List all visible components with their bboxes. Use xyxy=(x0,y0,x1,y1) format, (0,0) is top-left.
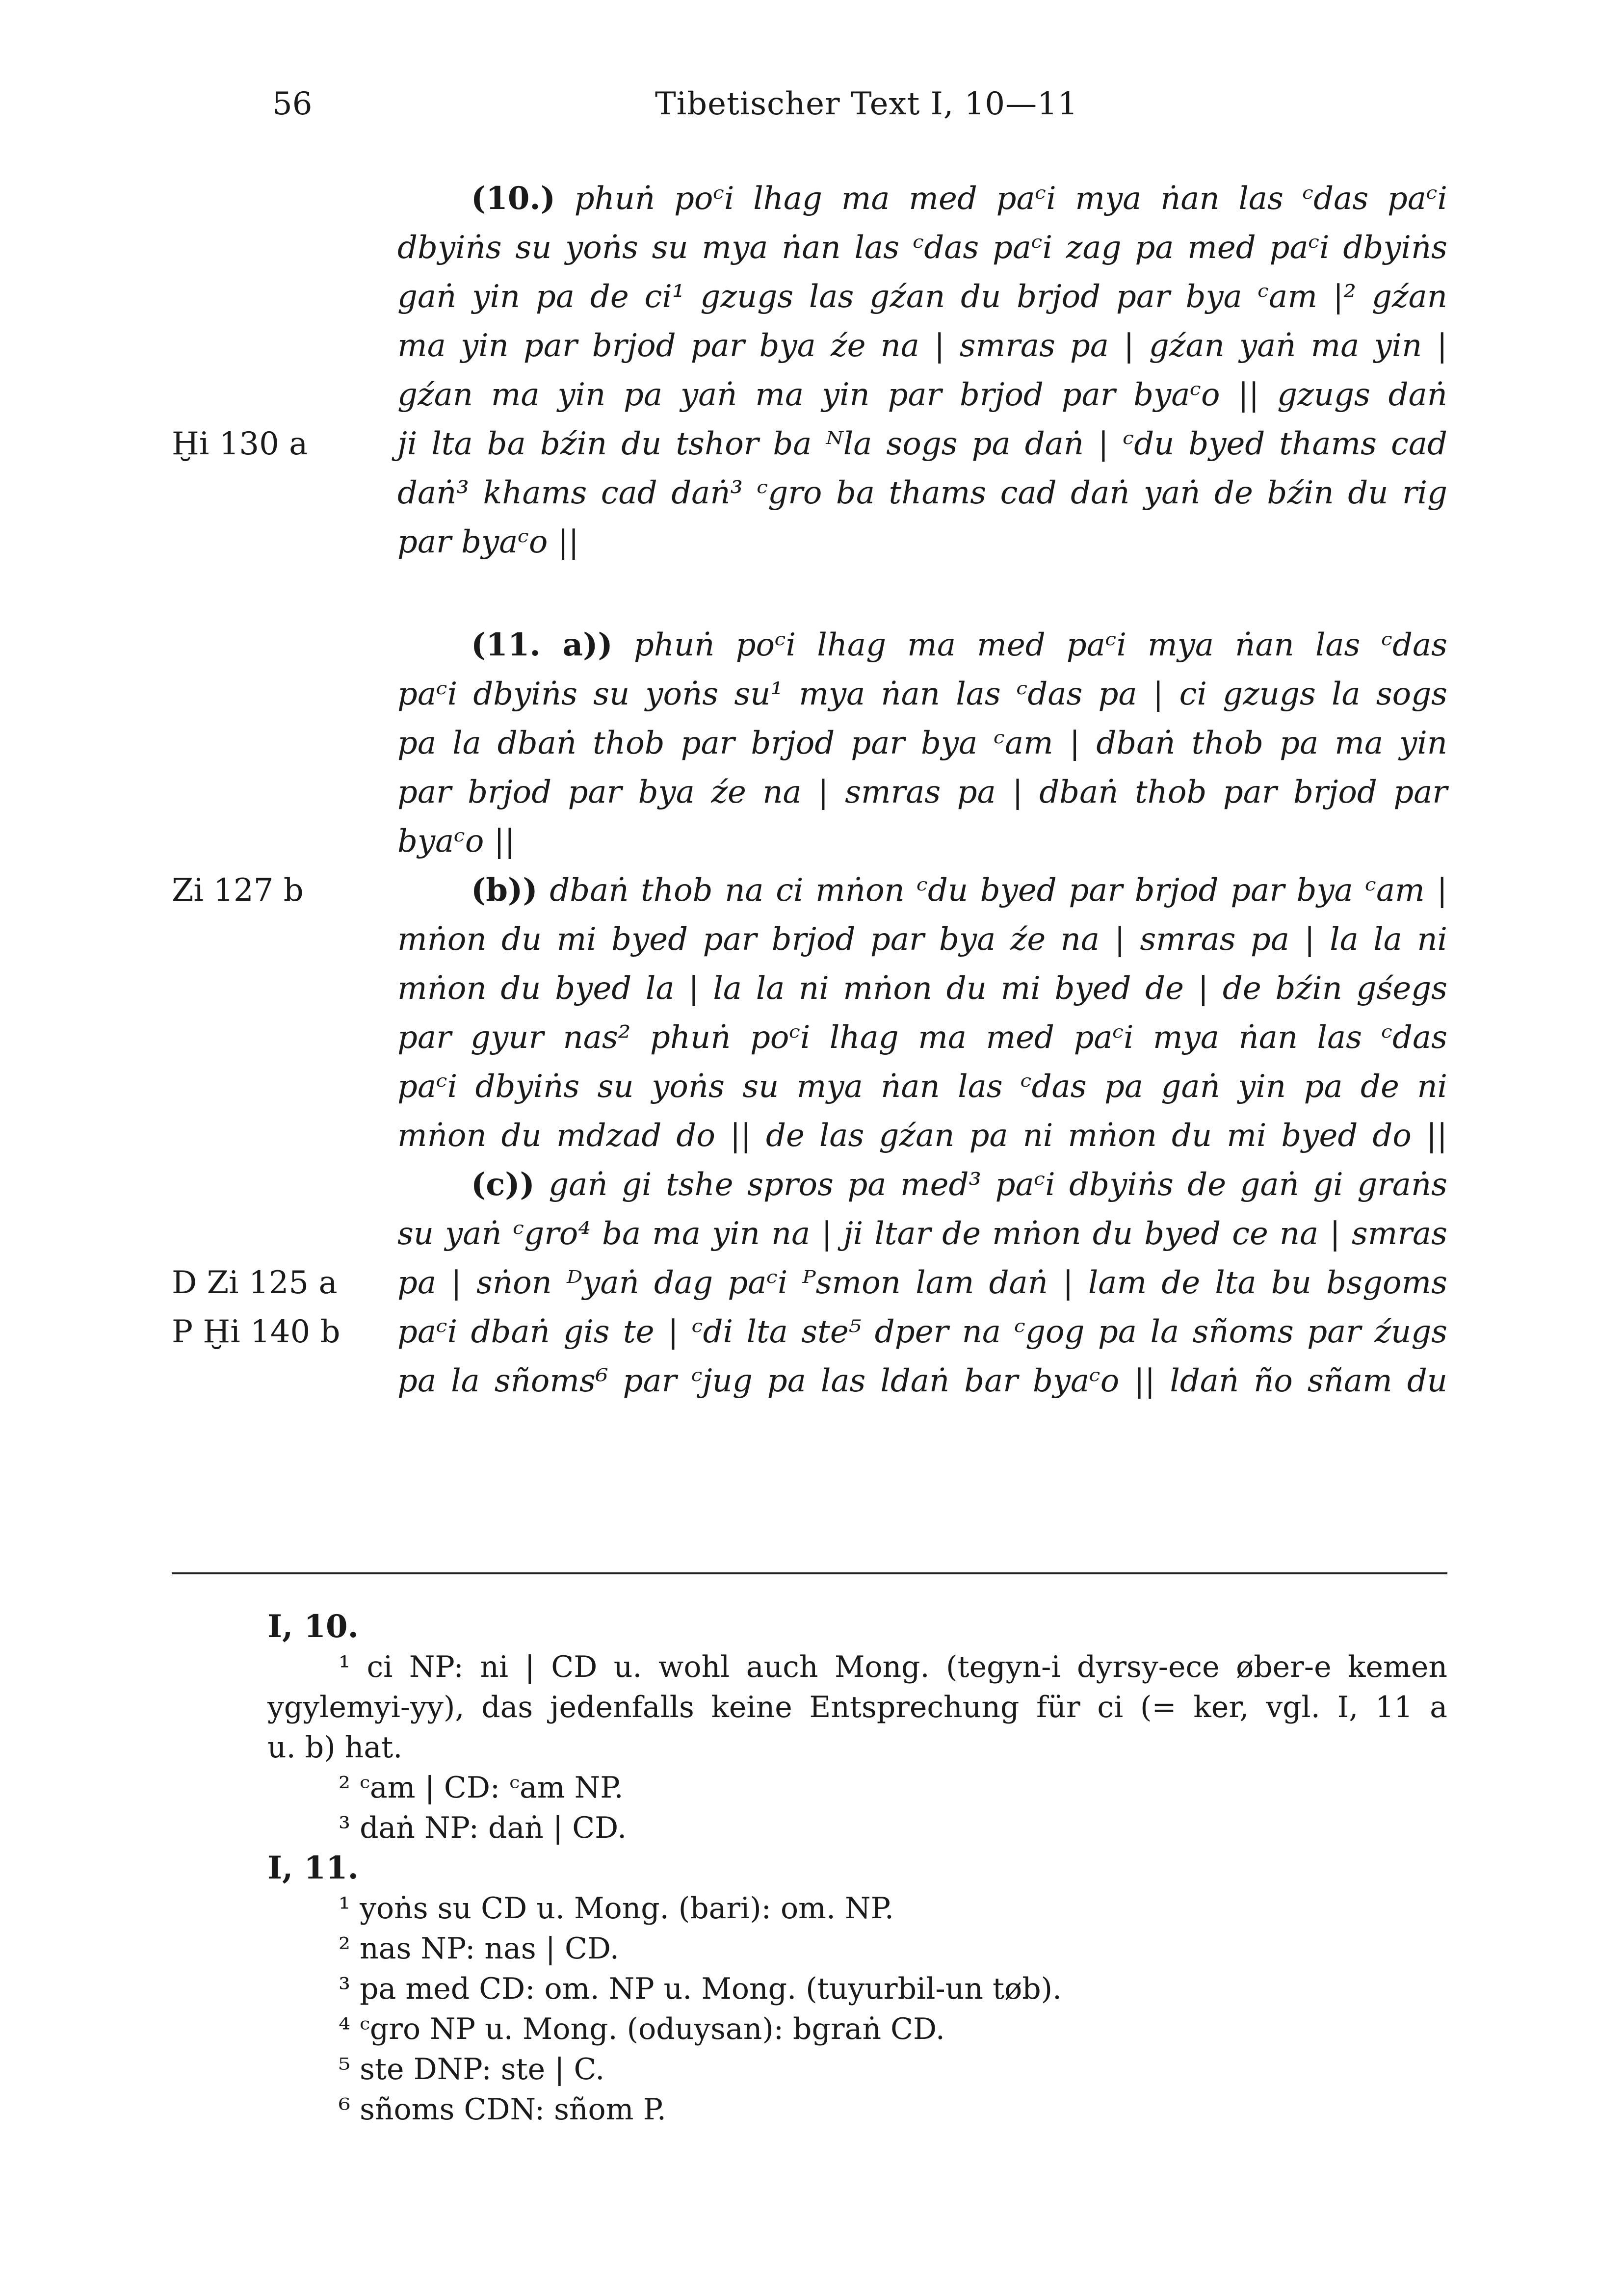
section-11a-line: byaᶜo || xyxy=(397,823,515,860)
margin-note: Ḫi 130 a xyxy=(172,426,308,462)
section-11c-line: su yaṅ ᶜgro⁴ ba ma yin na | ji ltar de mṅon du byed ce na | smras xyxy=(397,1216,1447,1252)
section-11a-line: pa la dbaṅ thob par brjod par bya ᶜam | dbaṅ thob pa ma yin xyxy=(397,725,1447,761)
section-10-label: (10.) xyxy=(471,180,555,217)
footnote-line: ² nas NP: nas | CD. xyxy=(339,1931,619,1966)
footnote-heading: I, 11. xyxy=(267,1850,359,1886)
section-11a-line: (11. a)) phuṅ poᶜi lhag ma med paᶜi mya ṅan las ᶜdas xyxy=(471,626,1448,663)
footnote-line: ¹ yoṅs su CD u. Mong. (bari): om. NP. xyxy=(339,1891,894,1926)
section-10-line: gźan ma yin pa yaṅ ma yin par brjod par byaᶜo || gzugs daṅ xyxy=(397,377,1447,413)
margin-note: Zi 127 b xyxy=(172,872,304,909)
footnote-line: ygylemyi-yy), das jedenfalls keine Entsprechung für ci (= ker, vgl. I, 11 a xyxy=(267,1690,1447,1724)
footnote-line: ⁶ sñoms CDN: sñom P. xyxy=(339,2092,666,2127)
section-11b-line: par gyur nas² phuṅ poᶜi lhag ma med paᶜi mya ṅan las ᶜdas xyxy=(397,1019,1447,1056)
section-11b-line: (b)) dbaṅ thob na ci mṅon ᶜdu byed par brjod par bya ᶜam | xyxy=(471,872,1448,909)
footnote-line: ¹ ci NP: ni | CD u. wohl auch Mong. (tegyn-i dyrsy-ece øber-e kemen xyxy=(339,1650,1447,1684)
section-10-line: dbyiṅs su yoṅs su mya ṅan las ᶜdas paᶜi zag pa med paᶜi dbyiṅs xyxy=(397,230,1447,266)
section-11b-label: (b)) xyxy=(471,872,538,909)
section-10-line: ma yin par brjod par bya źe na | smras pa | gźan yaṅ ma yin | xyxy=(397,328,1447,364)
footnote-line: ⁴ ᶜgro NP u. Mong. (oduysan): bgraṅ CD. xyxy=(339,2012,945,2046)
section-11a-line: par brjod par bya źe na | smras pa | dbaṅ thob par brjod par xyxy=(397,774,1447,810)
footnote-line: ⁵ ste DNP: ste | C. xyxy=(339,2052,605,2087)
page-number: 56 xyxy=(272,86,313,122)
section-11c-line: pa la sñoms⁶ par ᶜjug pa las ldaṅ bar byaᶜo || ldaṅ ño sñam du xyxy=(397,1363,1447,1399)
section-11a-line: paᶜi dbyiṅs su yoṅs su¹ mya ṅan las ᶜdas pa | ci gzugs la sogs xyxy=(397,676,1447,712)
section-11c-line: pa | sṅon ᴰyaṅ dag paᶜi ᴾsmon lam daṅ | lam de lta bu bsgoms xyxy=(397,1265,1447,1301)
footnote-line: ³ pa med CD: om. NP u. Mong. (tuyurbil-un tøb). xyxy=(339,1972,1062,2006)
section-11c-line: (c)) gaṅ gi tshe spros pa med³ paᶜi dbyiṅs de gaṅ gi graṅs xyxy=(471,1166,1448,1203)
margin-note: P Ḫi 140 b xyxy=(172,1314,341,1350)
section-11a-label: (11. a)) xyxy=(471,626,613,663)
section-11c-label: (c)) xyxy=(471,1166,535,1203)
section-11b-line: mṅon du mi byed par brjod par bya źe na | smras pa | la la ni xyxy=(397,921,1447,958)
footnote-line: u. b) hat. xyxy=(267,1730,403,1765)
footnote-heading: I, 10. xyxy=(267,1608,359,1645)
footnote-line: ³ daṅ NP: daṅ | CD. xyxy=(339,1811,627,1845)
section-11b-line: paᶜi dbyiṅs su yoṅs su mya ṅan las ᶜdas pa gaṅ yin pa de ni xyxy=(397,1069,1447,1105)
section-10-line: daṅ³ khams cad daṅ³ ᶜgro ba thams cad daṅ yaṅ de bźin du rig xyxy=(397,475,1447,511)
footnote-line: ² ᶜam | CD: ᶜam NP. xyxy=(339,1771,624,1805)
section-11c-line: paᶜi dbaṅ gis te | ᶜdi lta ste⁵ dper na ᶜgog pa la sñoms par źugs xyxy=(397,1314,1447,1350)
margin-note: D Zi 125 a xyxy=(172,1265,338,1301)
section-10-line: (10.) phuṅ poᶜi lhag ma med paᶜi mya ṅan las ᶜdas paᶜi xyxy=(471,180,1448,217)
section-11b-line: mṅon du mdzad do || de las gźan pa ni mṅon du mi byed do || xyxy=(397,1118,1447,1154)
running-head: Tibetischer Text I, 10—11 xyxy=(655,86,1078,122)
section-10-line: par byaᶜo || xyxy=(397,524,579,560)
section-10-line: gaṅ yin pa de ci¹ gzugs las gźan du brjod par bya ᶜam |² gźan xyxy=(397,279,1447,315)
section-10-line: ji lta ba bźin du tshor ba ᴺla sogs pa daṅ | ᶜdu byed thams cad xyxy=(397,426,1447,462)
footnote-rule xyxy=(172,1572,1447,1574)
section-11b-line: mṅon du byed la | la la ni mṅon du mi byed de | de bźin gśegs xyxy=(397,970,1447,1007)
